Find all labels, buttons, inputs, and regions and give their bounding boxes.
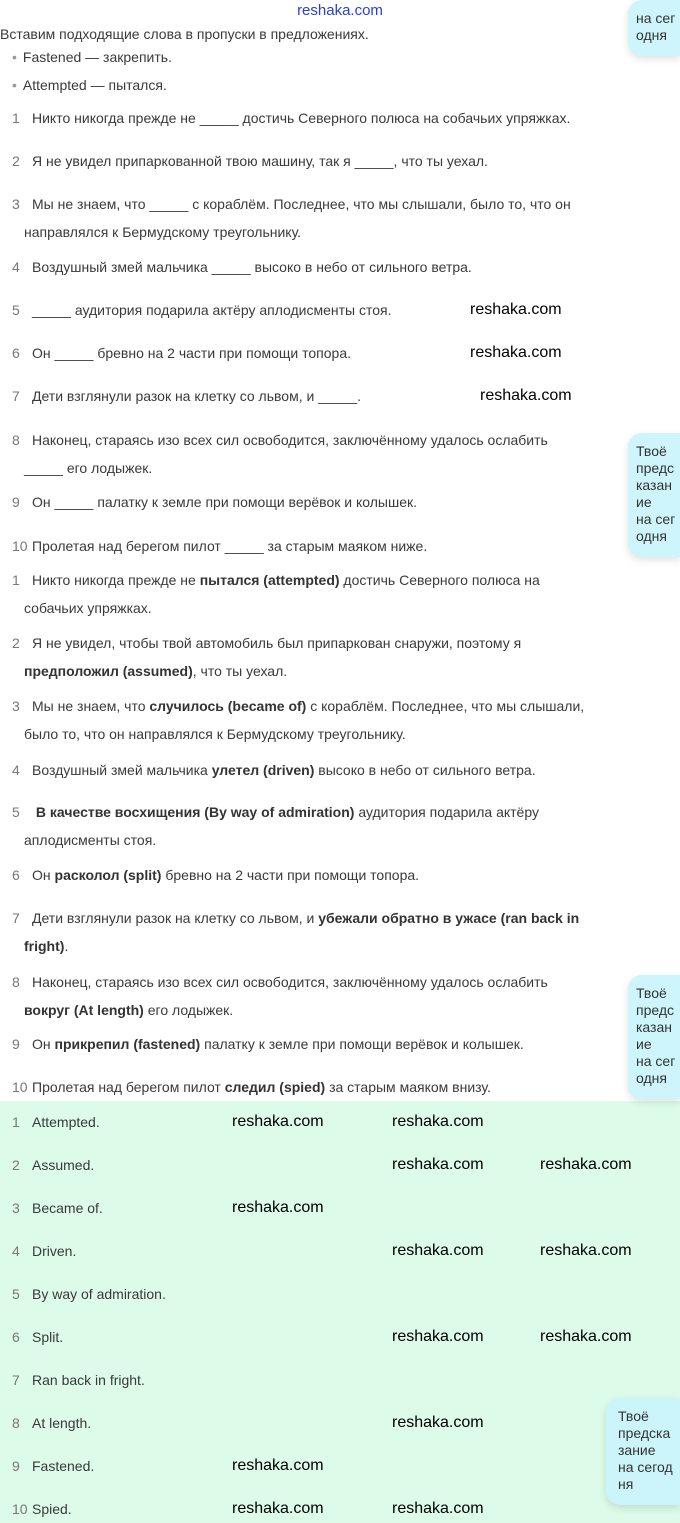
watermark: reshaka.com	[540, 1242, 632, 1259]
item-number: 1	[12, 572, 20, 588]
item-text: _____ его лодыжек.	[24, 460, 153, 476]
item-text: Driven.	[32, 1243, 77, 1259]
item-text: Пролетая над берегом пилот	[32, 1079, 225, 1095]
item-text: Наконец, стараясь изо всех сил освободится, заключённому удалось ослабить	[32, 974, 548, 990]
item-number: 1	[12, 1114, 20, 1130]
answer-highlight: пытался (attempted)	[199, 572, 340, 588]
item-text: Никто никогда прежде не _____ достичь Северного полюса на собачьих упряжках.	[32, 110, 571, 126]
watermark: reshaka.com	[392, 1156, 484, 1173]
bubble-line: предсказание	[636, 460, 675, 510]
full-answer-item	[12, 904, 622, 960]
bubble-line: предсказание	[636, 1002, 675, 1052]
item-line	[12, 756, 622, 784]
watermark: reshaka.com	[232, 1113, 324, 1130]
item-text: палатку к земле при помощи верёвок и колышек.	[200, 1036, 524, 1052]
item-line	[12, 1151, 622, 1179]
task-item	[12, 190, 622, 246]
bubble-line: Твоё	[636, 443, 667, 459]
item-number: 2	[12, 153, 20, 169]
item-text: , что ты уехал.	[192, 663, 288, 679]
full-answer-item	[12, 1030, 622, 1058]
item-number: 10	[12, 1079, 28, 1095]
full-answer-item	[12, 756, 622, 784]
item-line	[12, 532, 622, 560]
item-line	[12, 1409, 622, 1437]
vocab-bullet: • Attempted — пытался.	[12, 77, 167, 93]
prediction-bubble[interactable]	[628, 433, 680, 557]
full-answer-item	[12, 1073, 622, 1101]
item-number: 3	[12, 698, 20, 714]
item-text: бревно на 2 части при помощи топора.	[161, 867, 420, 883]
bullet-text: Attempted — пытался.	[22, 77, 167, 93]
item-line	[12, 594, 622, 622]
watermark: reshaka.com	[480, 387, 572, 404]
item-line	[12, 1323, 622, 1351]
item-number: 9	[12, 494, 20, 510]
task-item	[12, 426, 622, 482]
item-line	[12, 798, 622, 826]
item-text: Became of.	[32, 1200, 103, 1216]
item-number: 1	[12, 110, 20, 126]
answer-highlight: прикрепил (fastened)	[54, 1036, 201, 1052]
item-text: Assumed.	[32, 1157, 95, 1173]
item-line	[12, 996, 622, 1024]
item-text: Мы не знаем, что _____ с кораблём. Последнее, что мы слышали, было то, что он	[32, 196, 571, 212]
item-line	[12, 904, 622, 932]
item-text: Он _____ бревно на 2 части при помощи топора.	[32, 345, 352, 361]
item-number: 7	[12, 388, 20, 404]
answer-highlight: случилось (became of)	[149, 698, 307, 714]
item-line	[12, 826, 622, 854]
item-text: направлялся к Бермудскому треугольнику.	[24, 224, 302, 240]
item-number: 4	[12, 259, 20, 275]
bubble-line: Твоё	[636, 985, 667, 1001]
item-line	[12, 1030, 622, 1058]
watermark: reshaka.com	[470, 301, 562, 318]
short-answer-item	[12, 1280, 622, 1308]
item-line	[12, 692, 622, 720]
task-item	[12, 104, 622, 132]
item-number: 6	[12, 867, 20, 883]
prediction-bubble[interactable]	[606, 1398, 680, 1505]
bubble-line: предсказание	[618, 1425, 671, 1458]
item-number: 10	[12, 1501, 28, 1517]
item-text: Он	[32, 1036, 55, 1052]
item-number: 8	[12, 432, 20, 448]
vocab-bullet: • Fastened — закрепить.	[12, 49, 172, 65]
watermark: reshaka.com	[392, 1328, 484, 1345]
item-line	[12, 488, 622, 516]
bullet-text: Fastened — закрепить.	[22, 49, 172, 65]
item-number: 2	[12, 1157, 20, 1173]
item-number: 6	[12, 345, 20, 361]
item-text: At length.	[32, 1415, 92, 1431]
item-line	[12, 566, 622, 594]
item-number: 8	[12, 974, 20, 990]
item-line	[12, 253, 622, 281]
item-number: 6	[12, 1329, 20, 1345]
item-line	[12, 968, 622, 996]
item-number: 5	[12, 302, 20, 318]
watermark: reshaka.com	[470, 344, 562, 361]
item-number: 4	[12, 762, 20, 778]
bubble-line: на сегодня	[618, 1459, 673, 1492]
item-text: за старым маяком внизу.	[325, 1079, 491, 1095]
item-text: его лодыжек.	[143, 1002, 234, 1018]
watermark: reshaka.com	[232, 1457, 324, 1474]
bubble-line: на сегодня	[636, 511, 676, 544]
watermark: reshaka.com	[540, 1156, 632, 1173]
item-text: аплодисменты стоя.	[24, 832, 157, 848]
item-line	[12, 454, 622, 482]
bubble-line: на сегодня	[636, 10, 676, 43]
item-text: аудитория подарила актёру	[354, 804, 539, 820]
short-answer-item	[12, 1409, 622, 1437]
answer-highlight: вокруг (At length)	[24, 1002, 144, 1018]
item-number: 10	[12, 538, 28, 554]
task-item	[12, 147, 622, 175]
item-text: Fastened.	[32, 1458, 95, 1474]
item-line	[12, 147, 622, 175]
short-answer-item	[12, 1151, 622, 1179]
full-answer-item	[12, 566, 622, 622]
item-text: Мы не знаем, что	[32, 698, 150, 714]
answer-highlight: В качестве восхищения (By way of admiration)	[35, 804, 355, 820]
watermark: reshaka.com	[392, 1500, 484, 1517]
task-item	[12, 532, 622, 560]
watermark: reshaka.com	[232, 1500, 324, 1517]
item-line	[12, 104, 622, 132]
item-number: 3	[12, 1200, 20, 1216]
item-text: Я не увидел припаркованной твою машину, так я _____, что ты уехал.	[32, 153, 488, 169]
answer-highlight: предположил (assumed)	[24, 663, 193, 679]
answer-highlight: расколол (split)	[54, 867, 162, 883]
full-answer-item	[12, 629, 622, 685]
intro-text: Вставим подходящие слова в пропуски в предложениях.	[0, 26, 369, 42]
full-answer-item	[12, 968, 622, 1024]
item-text: .	[64, 938, 69, 954]
watermark: reshaka.com	[540, 1328, 632, 1345]
prediction-bubble[interactable]	[628, 0, 680, 56]
item-text: Воздушный змей мальчика _____ высоко в небо от сильного ветра.	[32, 259, 472, 275]
item-line	[12, 1073, 622, 1101]
item-number: 7	[12, 1372, 20, 1388]
item-text: Он _____ палатку к земле при помощи верёвок и колышек.	[32, 494, 417, 510]
item-line	[12, 657, 622, 685]
item-text: высоко в небо от сильного ветра.	[314, 762, 536, 778]
item-text: By way of admiration.	[32, 1286, 166, 1302]
watermark: reshaka.com	[232, 1199, 324, 1216]
item-line	[12, 1237, 622, 1265]
task-item	[12, 253, 622, 281]
item-text: Дети взглянули разок на клетку со львом, и _____.	[32, 388, 362, 404]
item-line	[12, 1280, 622, 1308]
item-text: достичь Северного полюса на	[339, 572, 540, 588]
full-answer-item	[12, 861, 622, 889]
item-number: 5	[12, 804, 20, 820]
item-text: Никто никогда прежде не	[32, 572, 200, 588]
short-answer-item	[12, 1237, 622, 1265]
item-line	[12, 861, 622, 889]
item-text: Я не увидел, чтобы твой автомобиль был припаркован снаружи, поэтому я	[32, 635, 522, 651]
watermark: reshaka.com	[392, 1414, 484, 1431]
item-number: 4	[12, 1243, 20, 1259]
answer-highlight: fright)	[24, 938, 65, 954]
answer-highlight: убежали обратно в ужасе (ran back in	[318, 910, 580, 926]
item-number: 9	[12, 1036, 20, 1052]
short-answer-item	[12, 1323, 622, 1351]
item-number: 5	[12, 1286, 20, 1302]
item-text: собачьих упряжках.	[24, 600, 152, 616]
item-text: было то, что он направлялся к Бермудскому треугольнику.	[24, 726, 406, 742]
full-answer-item	[12, 798, 622, 854]
item-text: Spied.	[32, 1501, 72, 1517]
item-number: 8	[12, 1415, 20, 1431]
bubble-line: на сегодня	[636, 1053, 676, 1086]
answer-highlight: следил (spied)	[224, 1079, 326, 1095]
item-number: 2	[12, 635, 20, 651]
item-line	[12, 1366, 622, 1394]
item-line	[12, 190, 622, 218]
item-text: с кораблём. Последнее, что мы слышали,	[306, 698, 585, 714]
item-text: Пролетая над берегом пилот _____ за старым маяком ниже.	[32, 538, 428, 554]
item-text: _____ аудитория подарила актёру аплодисменты стоя.	[32, 302, 392, 318]
item-text: Дети взглянули разок на клетку со львом, и	[32, 910, 319, 926]
item-line	[12, 720, 622, 748]
item-text: Наконец, стараясь изо всех сил освободится, заключённому удалось ослабить	[32, 432, 548, 448]
watermark: reshaka.com	[392, 1113, 484, 1130]
item-number: 9	[12, 1458, 20, 1474]
site-link[interactable]: reshaka.com	[297, 2, 383, 19]
item-number: 3	[12, 196, 20, 212]
answer-highlight: улетел (driven)	[211, 762, 315, 778]
task-item	[12, 488, 622, 516]
full-answer-item	[12, 692, 622, 748]
item-text: Attempted.	[32, 1114, 100, 1130]
item-text: Ran back in fright.	[32, 1372, 145, 1388]
watermark: reshaka.com	[392, 1242, 484, 1259]
prediction-bubble[interactable]	[628, 975, 680, 1099]
item-line	[12, 629, 622, 657]
item-line	[12, 426, 622, 454]
item-text: Воздушный змей мальчика	[32, 762, 212, 778]
short-answer-item	[12, 1366, 622, 1394]
item-line	[12, 932, 622, 960]
item-number: 7	[12, 910, 20, 926]
item-text: Split.	[32, 1329, 64, 1345]
bubble-line: Твоё	[618, 1408, 649, 1424]
item-text: Он	[32, 867, 55, 883]
item-line	[12, 218, 622, 246]
